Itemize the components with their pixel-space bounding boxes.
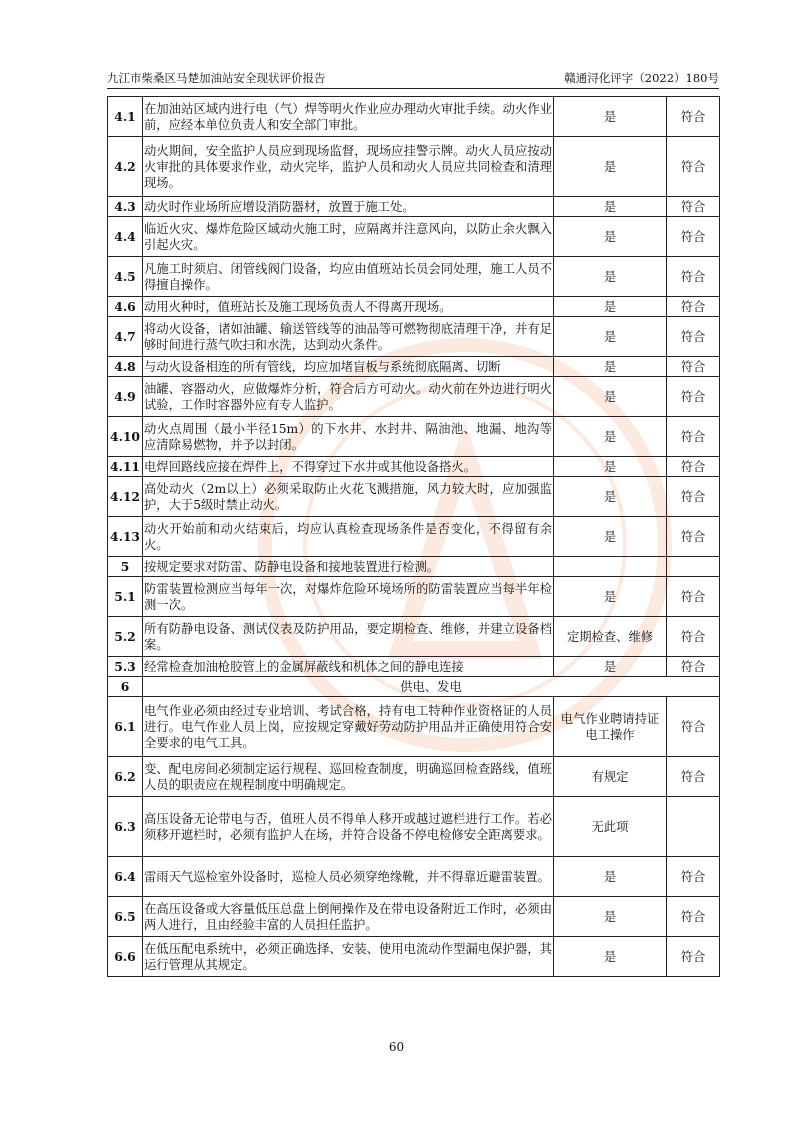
item-number: 5.1: [108, 577, 143, 617]
page-number: 60: [388, 1040, 405, 1054]
table-row: [108, 697, 720, 757]
check-item-content: 高处动火（2m以上）必须采取防止火花飞溅措施，风力较大时，应加强监护，大于5级时禁止动火。: [143, 477, 554, 517]
item-number: 6.1: [108, 697, 143, 757]
check-result: 是: [554, 197, 667, 217]
table-row: [108, 317, 720, 357]
table-row: [108, 897, 720, 937]
check-conclusion: [667, 797, 720, 857]
table-row: [108, 197, 720, 217]
check-result: 是: [554, 317, 667, 357]
item-number: 4.3: [108, 197, 143, 217]
check-item-content: 凡施工时须启、闭管线阀门设备，均应由值班站长员会同处理，施工人员不得擅自操作。: [143, 257, 554, 297]
check-item-content: 雷雨天气巡检室外设备时，巡检人员必须穿绝缘靴，并不得靠近避雷装置。: [143, 857, 554, 897]
check-item-content: 将动火设备，诸如油罐、输送管线等的油品等可燃物彻底清理干净，并有足够时间进行蒸气吹扫和水洗，达到动火条件。: [143, 317, 554, 357]
check-conclusion: 符合: [667, 477, 720, 517]
check-item-content: 与动火设备相连的所有管线，均应加堵盲板与系统彻底隔离、切断: [143, 357, 554, 377]
item-number: 4.5: [108, 257, 143, 297]
table-row: [108, 477, 720, 517]
check-result: [554, 557, 667, 577]
item-number: 4.12: [108, 477, 143, 517]
table-row: [108, 797, 720, 857]
item-number: 6.3: [108, 797, 143, 857]
check-item-content: 经常检查加油枪胶管上的金属屏蔽线和机体之间的静电连接: [143, 657, 554, 677]
check-result: 是: [554, 297, 667, 317]
item-number: 4.4: [108, 217, 143, 257]
check-conclusion: 符合: [667, 297, 720, 317]
table-row: [108, 617, 720, 657]
item-number: 6.2: [108, 757, 143, 797]
check-result: 是: [554, 217, 667, 257]
check-conclusion: 符合: [667, 197, 720, 217]
table-row: [108, 937, 720, 977]
check-item-content: 动火点周围（最小半径15m）的下水井、水封井、隔油池、地漏、地沟等应清除易燃物，并予以封闭。: [143, 417, 554, 457]
check-result: 是: [554, 97, 667, 137]
check-conclusion: 符合: [667, 697, 720, 757]
check-result: 是: [554, 897, 667, 937]
table-row: [108, 677, 720, 697]
item-number: 4.2: [108, 137, 143, 197]
check-item-content: 临近火灾、爆炸危险区域动火施工时，应隔离并注意风向，以防止余火飘入引起火灾。: [143, 217, 554, 257]
table-row: [108, 417, 720, 457]
check-conclusion: 符合: [667, 357, 720, 377]
check-item-content: 动火时作业场所应增设消防器材，放置于施工处。: [143, 197, 554, 217]
item-number: 4.10: [108, 417, 143, 457]
check-result: 是: [554, 657, 667, 677]
table-row: [108, 577, 720, 617]
check-item-content: 变、配电房间必须制定运行规程、巡回检查制度，明确巡回检查路线，值班人员的职责应在规程制度中明确规定。: [143, 757, 554, 797]
check-conclusion: 符合: [667, 657, 720, 677]
check-result: 是: [554, 577, 667, 617]
check-item-content: 按规定要求对防雷、防静电设备和接地装置进行检测。: [143, 557, 554, 577]
check-conclusion: 符合: [667, 97, 720, 137]
check-conclusion: 符合: [667, 457, 720, 477]
report-title: 九江市柴桑区马楚加油站安全现状评价报告: [107, 71, 326, 85]
check-result: 是: [554, 137, 667, 197]
item-number: 4.13: [108, 517, 143, 557]
table-row: [108, 557, 720, 577]
check-result: 定期检查、维修: [554, 617, 667, 657]
check-item-content: 动火期间，安全监护人员应到现场监督，现场应挂警示牌。动火人员应按动火审批的具体要求作业，动火完毕，监护人员和动火人员应共同检查和清理现场。: [143, 137, 554, 197]
check-result: 是: [554, 457, 667, 477]
check-result: 电气作业聘请持证电工操作: [554, 697, 667, 757]
check-result: 是: [554, 357, 667, 377]
section-heading: 供电、发电: [143, 677, 720, 697]
check-conclusion: 符合: [667, 377, 720, 417]
check-conclusion: 符合: [667, 617, 720, 657]
item-number: 4.7: [108, 317, 143, 357]
check-conclusion: 符合: [667, 217, 720, 257]
table-row: [108, 137, 720, 197]
check-conclusion: 符合: [667, 317, 720, 357]
check-item-content: 防雷装置检测应当每年一次，对爆炸危险环境场所的防雷装置应当每半年检测一次。: [143, 577, 554, 617]
item-number: 4.6: [108, 297, 143, 317]
table-row: [108, 257, 720, 297]
safety-checklist-table: [107, 96, 720, 977]
table-row: [108, 657, 720, 677]
check-conclusion: 符合: [667, 417, 720, 457]
check-result: 是: [554, 417, 667, 457]
check-result: 是: [554, 257, 667, 297]
table-row: [108, 217, 720, 257]
check-item-content: 在加油站区域内进行电（气）焊等明火作业应办理动火审批手续。动火作业前，应经本单位负责人和安全部门审批。: [143, 97, 554, 137]
check-result: 是: [554, 377, 667, 417]
check-conclusion: 符合: [667, 897, 720, 937]
item-number: 5.2: [108, 617, 143, 657]
check-item-content: 油罐、容器动火，应做爆炸分析，符合后方可动火。动火前在外边进行明火试验，工作时容器外应有专人监护。: [143, 377, 554, 417]
check-item-content: 高压设备无论带电与否，值班人员不得单人移开或越过遮栏进行工作。若必须移开遮栏时，必须有监护人在场，并符合设备不停电检修安全距离要求。: [143, 797, 554, 857]
check-result: 是: [554, 477, 667, 517]
check-conclusion: [667, 557, 720, 577]
table-row: [108, 517, 720, 557]
item-number: 5.3: [108, 657, 143, 677]
table-row: [108, 297, 720, 317]
item-number: 6.4: [108, 857, 143, 897]
check-item-content: 在高压设备或大容量低压总盘上倒闸操作及在带电设备附近工作时，必须由两人进行，且由经验丰富的人员担任监护。: [143, 897, 554, 937]
item-number: 4.8: [108, 357, 143, 377]
page-header: [107, 68, 719, 89]
report-number: 赣通浔化评字（2022）180号: [564, 71, 719, 85]
check-item-content: 电气作业必须由经过专业培训、考试合格，持有电工特种作业资格证的人员进行。电气作业人员上岗，应按规定穿戴好劳动防护用品并正确使用符合安全要求的电气工具。: [143, 697, 554, 757]
check-conclusion: 符合: [667, 577, 720, 617]
check-conclusion: 符合: [667, 857, 720, 897]
check-result: 有规定: [554, 757, 667, 797]
check-conclusion: 符合: [667, 257, 720, 297]
check-conclusion: 符合: [667, 937, 720, 977]
check-item-content: 所有防静电设备、测试仪表及防护用品，要定期检查、维修，并建立设备档案。: [143, 617, 554, 657]
check-result: 无此项: [554, 797, 667, 857]
table-row: [108, 377, 720, 417]
item-number: 4.9: [108, 377, 143, 417]
table-row: [108, 757, 720, 797]
item-number: 6.5: [108, 897, 143, 937]
item-number: 4.1: [108, 97, 143, 137]
table-row: [108, 357, 720, 377]
item-number: 5: [108, 557, 143, 577]
table-row: [108, 857, 720, 897]
check-result: 是: [554, 937, 667, 977]
check-item-content: 在低压配电系统中，必须正确选择、安装、使用电流动作型漏电保护器，其运行管理从其规定。: [143, 937, 554, 977]
check-item-content: 动火开始前和动火结束后，均应认真检查现场条件是否变化，不得留有余火。: [143, 517, 554, 557]
check-result: 是: [554, 517, 667, 557]
check-item-content: 电焊回路线应接在焊件上，不得穿过下水井或其他设备搭火。: [143, 457, 554, 477]
item-number: 4.11: [108, 457, 143, 477]
check-item-content: 动用火种时，值班站长及施工现场负责人不得离开现场。: [143, 297, 554, 317]
table-row: [108, 97, 720, 137]
check-result: 是: [554, 857, 667, 897]
check-conclusion: 符合: [667, 517, 720, 557]
item-number: 6: [108, 677, 143, 697]
check-conclusion: 符合: [667, 137, 720, 197]
table-row: [108, 457, 720, 477]
check-conclusion: 符合: [667, 757, 720, 797]
item-number: 6.6: [108, 937, 143, 977]
